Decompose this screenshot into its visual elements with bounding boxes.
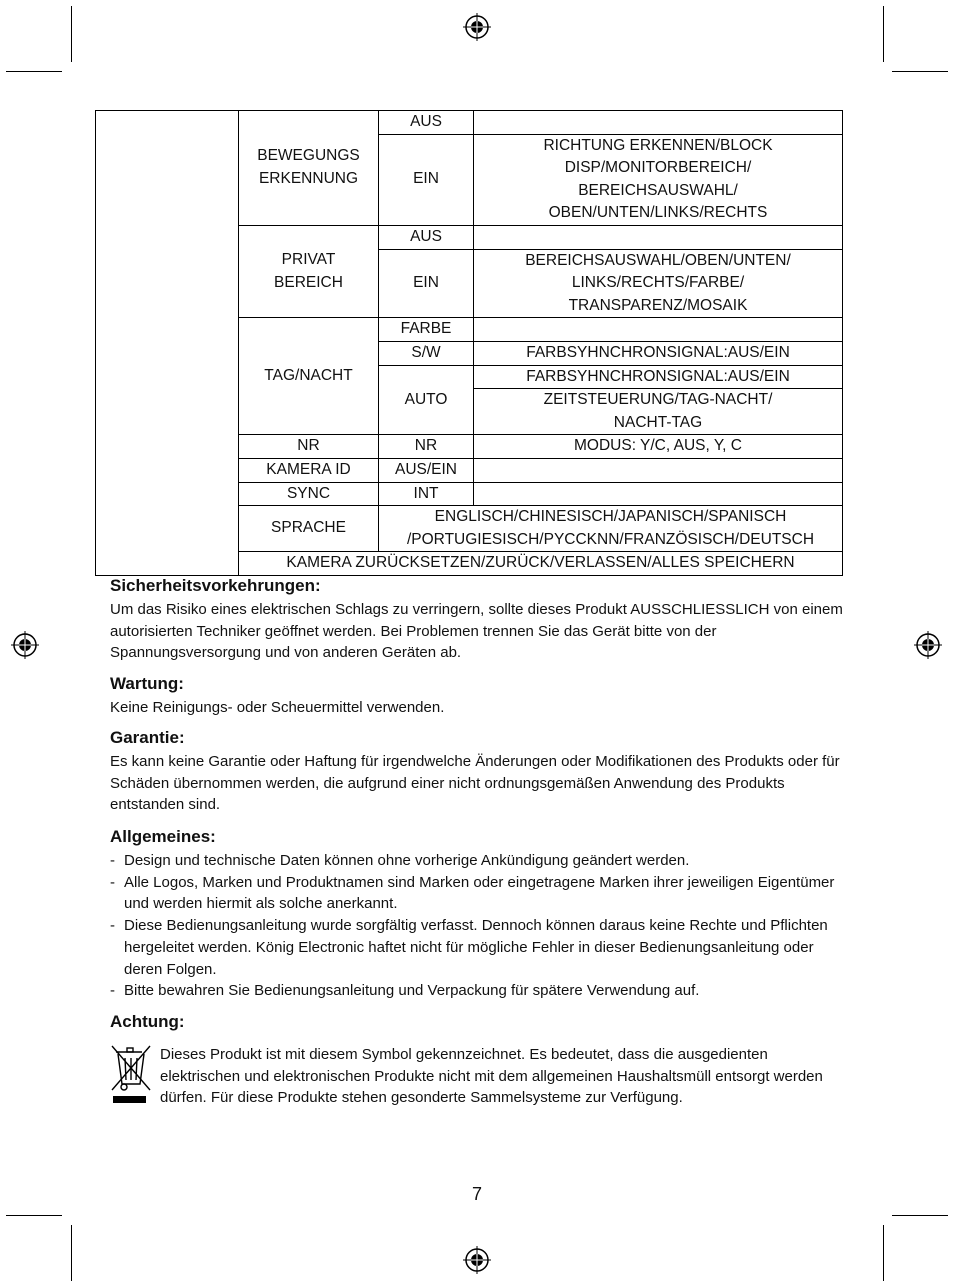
cell-tagnacht-sw: S/W (379, 341, 474, 365)
cell-sprache-label: SPRACHE (239, 506, 379, 552)
list-item: - Bitte bewahren Sie Bedienungsanleitung und Verpackung für spätere Verwendung auf. (110, 980, 850, 1002)
cell-bewegung-label: BEWEGUNGS ERKENNUNG (239, 111, 379, 226)
cell-tagnacht-auto-desc2: ZEITSTEUERUNG/TAG-NACHT/ NACHT-TAG (474, 389, 843, 435)
section-text: Dieses Produkt ist mit diesem Symbol gekennzeichnet. Es bedeutet, dass die ausgedienten elektrischen und elektronischen Produkte nicht mit dem allgemeinen Haushaltsmüll entsorgt werden dürfen. Für diese Produkte stehen gesonderte Sammelsysteme zur Verfügung. (160, 1046, 823, 1107)
registration-mark-icon (913, 630, 943, 660)
section-garantie (110, 727, 850, 816)
section-title: Allgemeines: (110, 827, 216, 846)
crop-mark (892, 71, 948, 72)
cell-tagnacht-auto-desc1: FARBSYHNCHRONSIGNAL:AUS/EIN (474, 365, 843, 389)
list-item: - Design und technische Daten können ohne vorherige Ankündigung geändert werden. (110, 850, 850, 872)
cell-privat-aus: AUS (379, 225, 474, 249)
section-title: Garantie: (110, 728, 185, 747)
empty-cell (474, 458, 843, 482)
cell-tagnacht-auto: AUTO (379, 365, 474, 435)
cell-sprache-desc: ENGLISCH/CHINESISCH/JAPANISCH/SPANISCH /PORTUGIESISCH/PYCCKNN/FRANZÖSISCH/DEUTSCH (379, 506, 843, 552)
crop-mark (883, 6, 884, 62)
section-sicherheit (110, 575, 850, 664)
cell-kamera-id-value: AUS/EIN (379, 458, 474, 482)
cell-bewegung-ein: EIN (379, 134, 474, 225)
section-wartung (110, 673, 850, 719)
list-item: - Diese Bedienungsanleitung wurde sorgfältig verfasst. Dennoch können daraus keine Rechte und Pflichten hergeleitet werden. König Electronic haftet nicht für mögliche Fehler in dieser Bedienungsanleitung oder deren Folgen. (110, 915, 850, 980)
section-title: Wartung: (110, 674, 184, 693)
cell-sync-value: INT (379, 482, 474, 506)
registration-mark-icon (10, 630, 40, 660)
cell-sync-label: SYNC (239, 482, 379, 506)
bullet-list (110, 850, 850, 1002)
section-text: Es kann keine Garantie oder Haftung für irgendwelche Änderungen oder Modifikationen des Produkts oder für Schäden übernommen werden, die aufgrund einer nicht ordnungsgemäßen Anwendung des Produkts entstanden sind. (110, 753, 840, 814)
empty-cell (474, 318, 843, 342)
cell-bewegung-ein-desc: RICHTUNG ERKENNEN/BLOCK DISP/MONITORBEREICH/ BEREICHSAUSWAHL/ OBEN/UNTEN/LINKS/RECHTS (474, 134, 843, 225)
section-achtung (110, 1011, 850, 1033)
cell-nr-desc: MODUS: Y/C, AUS, Y, C (474, 435, 843, 459)
menu-structure-table (95, 110, 843, 576)
crossed-out-wheelie-bin-icon (110, 1044, 152, 1106)
empty-cell (96, 111, 239, 576)
table-row (96, 111, 843, 135)
crop-mark (71, 6, 72, 62)
section-title: Sicherheitsvorkehrungen: (110, 576, 321, 595)
cell-tagnacht-farbe: FARBE (379, 318, 474, 342)
page-number: 7 (471, 1184, 482, 1204)
cell-nr-label: NR (239, 435, 379, 459)
section-allgemeines (110, 826, 850, 1002)
cell-nr-value: NR (379, 435, 474, 459)
cell-tagnacht-sw-desc: FARBSYHNCHRONSIGNAL:AUS/EIN (474, 341, 843, 365)
crop-mark (71, 1225, 72, 1281)
cell-privat-ein-desc: BEREICHSAUSWAHL/OBEN/UNTEN/ LINKS/RECHTS/FARBE/ TRANSPARENZ/MOSAIK (474, 249, 843, 318)
registration-mark-icon (462, 1245, 492, 1275)
empty-cell (474, 225, 843, 249)
cell-tagnacht-label: TAG/NACHT (239, 318, 379, 435)
cell-privat-label: PRIVAT BEREICH (239, 225, 379, 317)
cell-privat-ein: EIN (379, 249, 474, 318)
achtung-text-block (160, 1044, 850, 1109)
crop-mark (6, 1215, 62, 1216)
crop-mark (6, 71, 62, 72)
section-title: Achtung: (110, 1012, 185, 1031)
section-text: Um das Risiko eines elektrischen Schlags zu verringern, sollte dieses Produkt AUSSCHLIESSLICH von einem autorisierten Techniker geöffnet werden. Bei Problemen trennen Sie das Gerät bitte von der Spannungsversorgung und von anderen Geräten ab. (110, 601, 843, 662)
cell-footer: KAMERA ZURÜCKSETZEN/ZURÜCK/VERLASSEN/ALLES SPEICHERN (239, 552, 843, 576)
crop-mark (883, 1225, 884, 1281)
cell-bewegung-aus: AUS (379, 111, 474, 135)
registration-mark-icon (462, 12, 492, 42)
crop-mark (892, 1215, 948, 1216)
empty-cell (474, 482, 843, 506)
empty-cell (474, 111, 843, 135)
list-item: - Alle Logos, Marken und Produktnamen sind Marken oder eingetragene Marken ihrer jeweiligen Eigentümer und werden hiermit als solche anerkannt. (110, 872, 850, 915)
section-text: Keine Reinigungs- oder Scheuermittel verwenden. (110, 699, 445, 716)
cell-kamera-id-label: KAMERA ID (239, 458, 379, 482)
